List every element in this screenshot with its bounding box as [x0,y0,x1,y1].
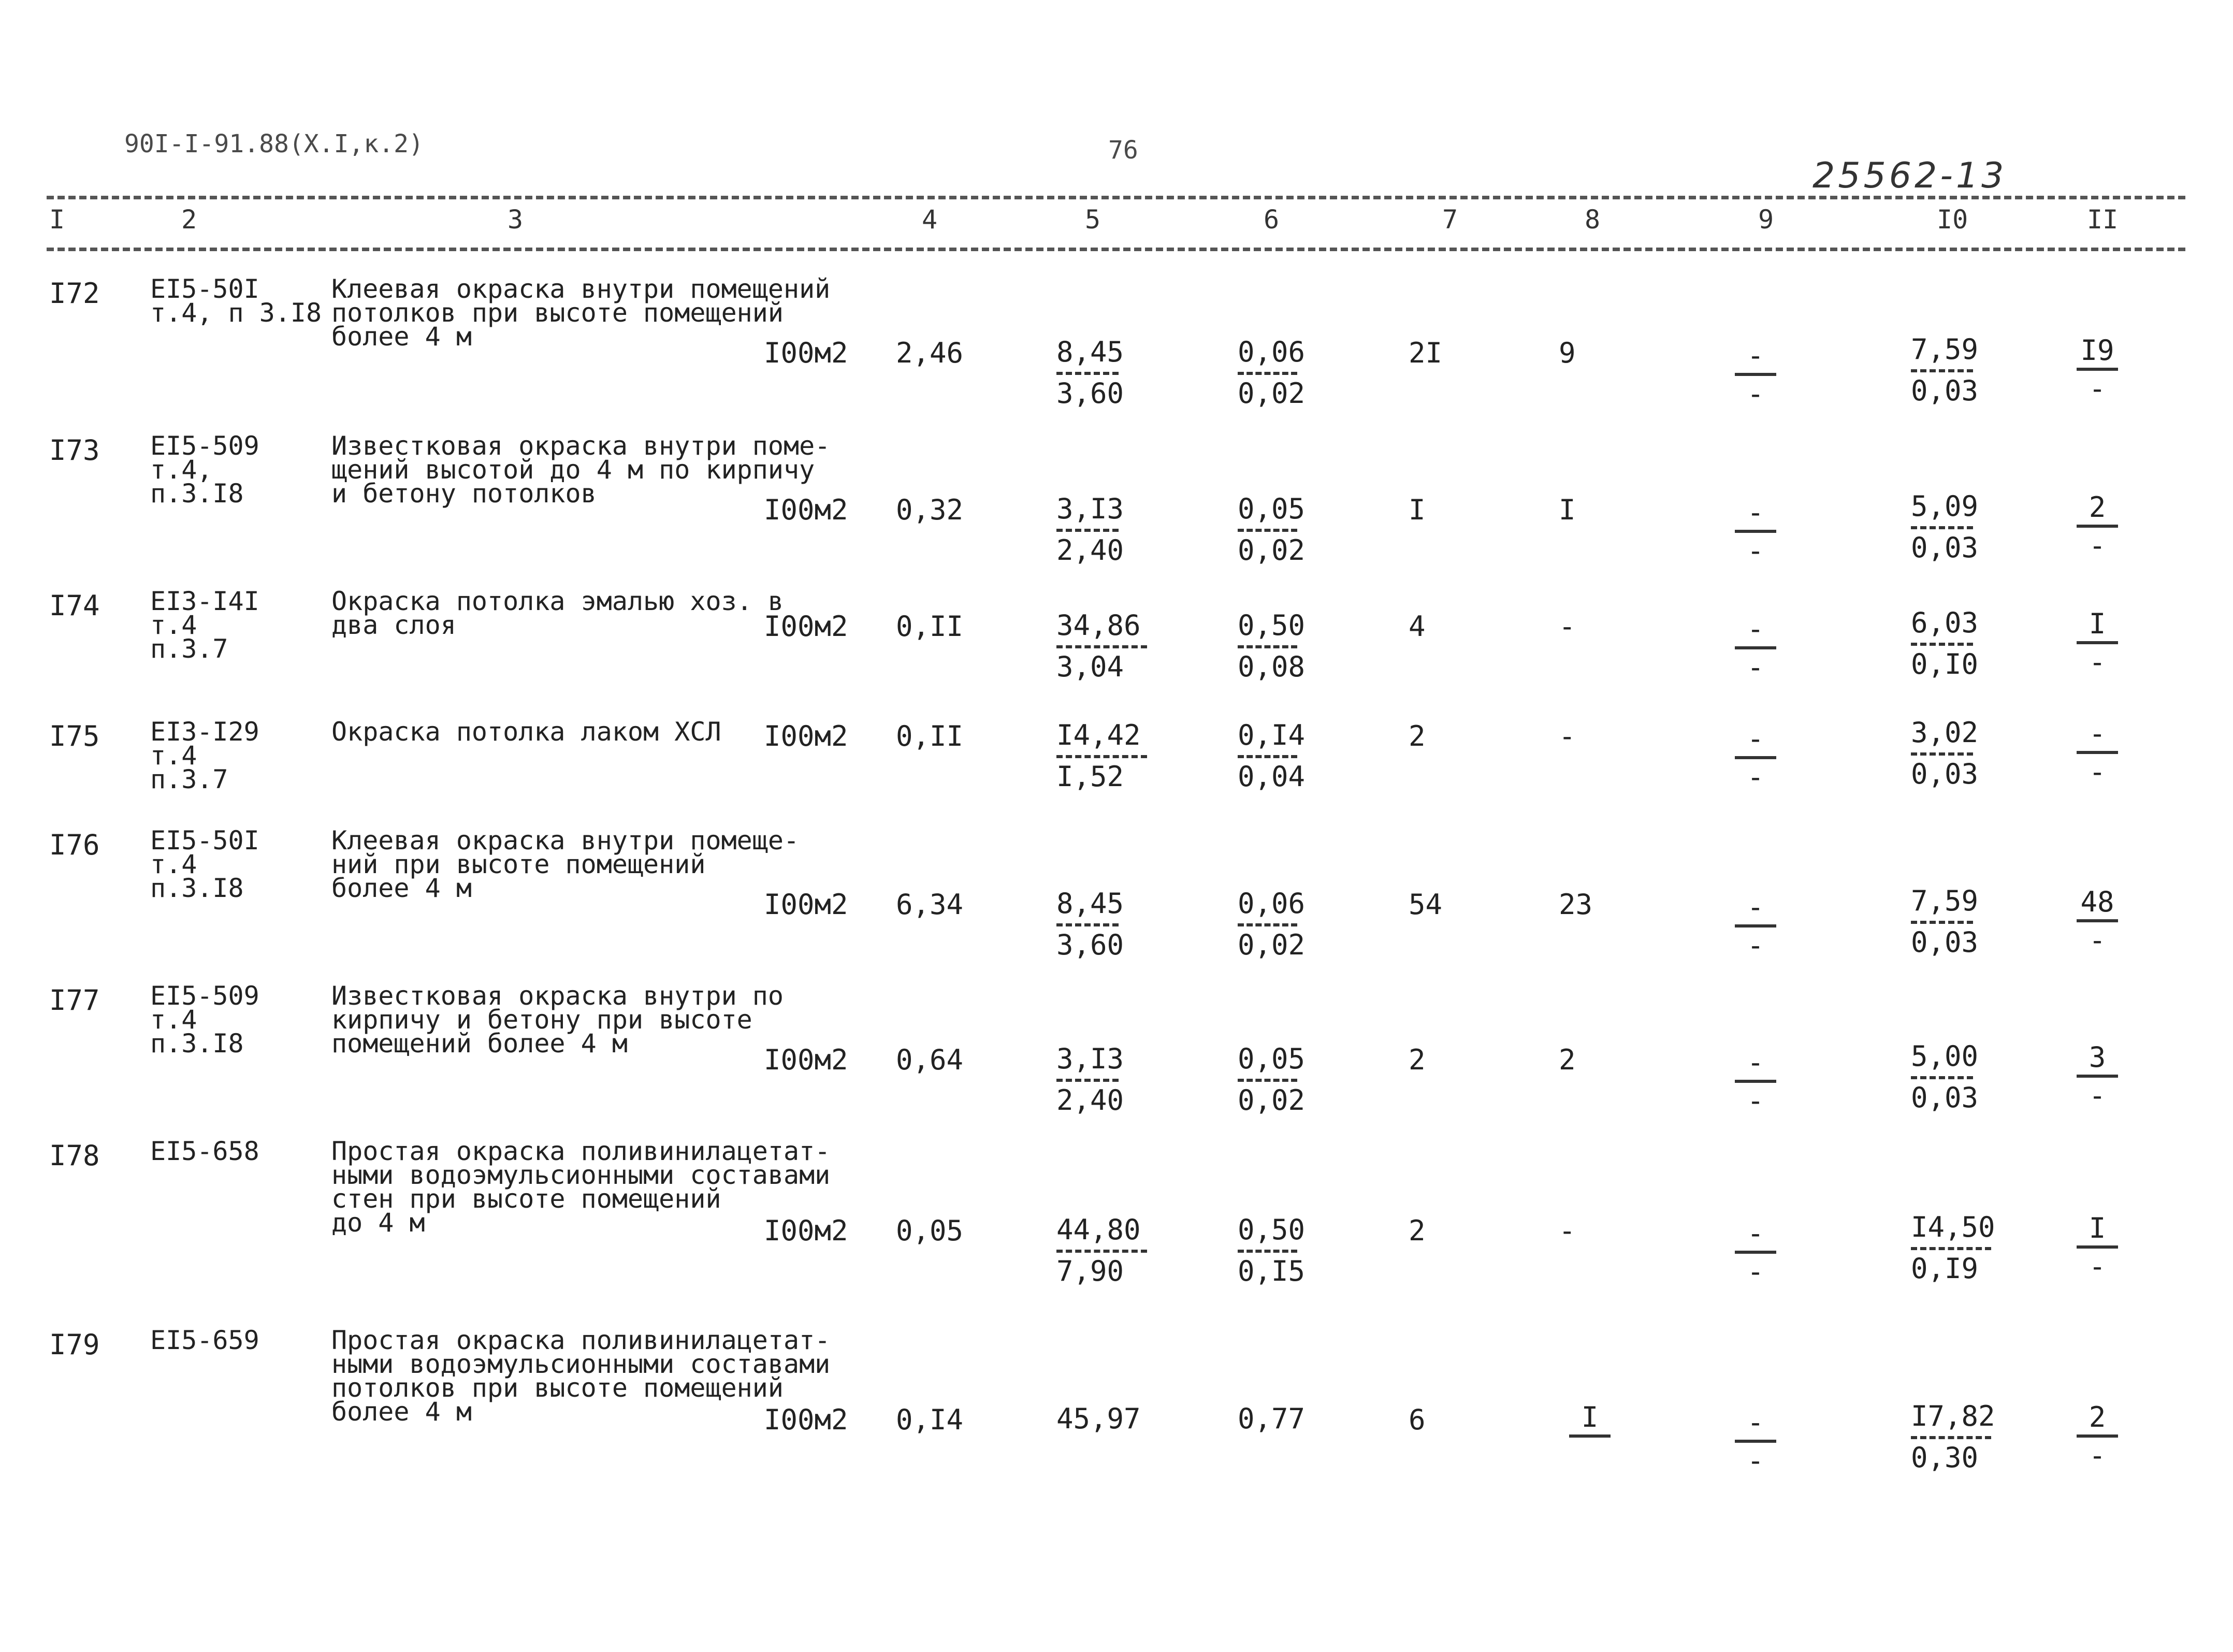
machine-labor-top: I [2089,607,2106,640]
machine-wages-bar [1735,924,1776,928]
column-number: 5 [1085,205,1101,235]
work-description-line: Известковая окраска внутри поме- [331,431,831,461]
machine-wages [1735,615,1776,682]
labor-cost-denominator: 0,03 [1911,374,1979,407]
labor-cost-numerator: I7,82 [1911,1400,1995,1432]
labor-cost-fraction-bar [1911,1436,1991,1439]
machine-wages-bottom: - [1747,1444,1764,1477]
machine-wages-bottom: - [1747,651,1764,684]
norm-code-line: EI5-659 [150,1325,259,1355]
unit-cost-fraction-bar [1056,529,1119,532]
machine-wages-bottom: - [1747,761,1764,793]
unit-cost [1056,888,1124,961]
machine-cost [1238,610,1305,683]
total-cost: 4 [1409,610,1426,643]
machine-cost [1238,494,1305,566]
machine-wages-top: - [1747,613,1764,645]
labor-cost-fraction-bar [1911,369,1973,372]
column-number: 4 [922,205,938,235]
unit-cost [1056,1214,1147,1287]
machine-cost-denominator: 0,02 [1238,377,1306,410]
total-cost: 54 [1409,888,1443,921]
unit-cost-numerator: I4,42 [1056,719,1141,751]
work-description-line: потолков при высоте помещений [331,1373,784,1403]
unit-cost [1056,337,1124,409]
work-description-line: Простая окраска поливинилацетат- [331,1136,831,1166]
labor-cost [1911,1041,1978,1113]
unit: I00м2 [764,337,848,369]
unit-cost-denominator: 2,40 [1056,1084,1124,1117]
machine-cost-denominator: 0,08 [1238,650,1306,683]
norm-code-line: т.4 [150,849,197,879]
unit-cost-denominator: 3,60 [1056,929,1124,961]
machine-labor-bar [2077,919,2118,922]
machine-wages-top: - [1747,1217,1764,1250]
unit: I00м2 [764,610,848,643]
machine-cost-fraction-bar [1238,1079,1297,1082]
machine-labor-bottom: - [2089,646,2106,678]
work-description-line: более 4 м [331,322,472,352]
norm-code-line: п.3.I8 [150,873,244,903]
machine-labor-top: 3 [2089,1041,2106,1074]
unit-cost-denominator: 7,90 [1056,1255,1124,1287]
machine-wages-top: - [1747,1406,1764,1439]
machine-cost-fraction-bar [1238,1250,1297,1253]
norm-code-line: т.4, п 3.I8 [150,298,322,328]
unit-cost-numerator: 34,86 [1056,609,1141,642]
machine-cost [1238,888,1305,961]
machine-labor-bar [2077,1434,2118,1438]
machine-cost-denominator: 0,04 [1238,760,1306,793]
labor-cost-numerator: 7,59 [1911,333,1979,366]
unit-cost-numerator: 44,80 [1056,1213,1141,1246]
work-description-line: более 4 м [331,873,472,903]
row-number: I77 [49,984,100,1017]
unit: I00м2 [764,494,848,526]
machine-wages-bar [1735,1440,1776,1443]
work-description-line: Клеевая окраска внутри помещений [331,274,831,304]
norm-code-line: т.4 [150,610,197,640]
labor-cost [1911,334,1978,407]
machine-wages-top: - [1747,722,1764,755]
unit-cost-fraction-bar [1056,923,1119,926]
machine-cost-numerator: 0,05 [1238,1042,1306,1075]
work-description-line: Окраска потолка эмалью хоз. в [331,586,784,616]
machine-cost-numerator: 0,06 [1238,887,1306,920]
norm-code [150,431,259,509]
wages-total: - [1559,720,1576,752]
machine-cost-fraction-bar [1238,923,1297,926]
machine-labor-bar [2077,525,2118,528]
labor-cost-fraction-bar [1911,1076,1973,1079]
row-number: I73 [49,434,100,467]
labor-cost-numerator: 5,00 [1911,1040,1979,1073]
machine-labor-bar [2077,1075,2118,1078]
quantity: 0,II [896,610,964,643]
labor-cost-numerator: 5,09 [1911,490,1979,523]
norm-code-line: т.4 [150,1005,197,1035]
quantity: 6,34 [896,888,964,921]
unit-cost-denominator: 3,04 [1056,650,1124,683]
machine-wages [1735,1217,1776,1288]
work-description [331,586,784,640]
norm-code-line: EI5-509 [150,431,259,461]
wages-total [1569,1403,1611,1442]
labor-cost-numerator: 6,03 [1911,606,1979,639]
machine-labor-bottom: - [2089,1439,2106,1472]
unit-cost-fraction-bar [1056,1250,1147,1253]
machine-cost-fraction-bar [1238,645,1297,648]
column-number: I0 [1937,205,1968,235]
machine-cost-denominator: 0,02 [1238,929,1306,961]
labor-cost-fraction-bar [1911,921,1973,924]
machine-labor [2077,717,2118,788]
unit: I00м2 [764,1214,848,1247]
column-number: 8 [1585,205,1601,235]
machine-wages-top: - [1747,891,1764,923]
wages-total: 9 [1559,337,1576,369]
work-description-line: Клеевая окраска внутри помеще- [331,825,800,856]
machine-cost-fraction-bar [1238,529,1297,532]
row-number: I79 [49,1328,100,1361]
machine-cost-denominator: 0,02 [1238,534,1306,567]
machine-cost-numerator: 0,I4 [1238,719,1306,751]
unit-cost-numerator: 8,45 [1056,887,1124,920]
unit-cost-denominator: 2,40 [1056,534,1124,567]
unit-cost [1056,720,1147,792]
work-description-line: ными водоэмульсионными составами [331,1349,831,1379]
norm-code [150,586,259,664]
wages-total: - [1559,610,1576,643]
total-cost: 2 [1409,1044,1426,1076]
labor-cost-denominator: 0,03 [1911,926,1979,959]
work-description [331,1325,831,1427]
machine-wages [1735,893,1776,960]
machine-cost-fraction-bar [1238,755,1297,758]
total-cost: 2 [1409,1214,1426,1247]
machine-wages-bottom: - [1747,1255,1764,1288]
machine-labor-bar [2077,641,2118,644]
wages-total-bar [1569,1434,1611,1438]
labor-cost-fraction-bar [1911,643,1973,646]
machine-wages-top: - [1747,496,1764,529]
machine-cost-numerator: 0,05 [1238,492,1306,525]
total-cost: 6 [1409,1403,1426,1436]
labor-cost-denominator: 0,03 [1911,758,1979,790]
wages-total-value: I [1581,1401,1599,1433]
machine-cost-denominator: 0,I5 [1238,1255,1306,1287]
machine-labor-bar [2077,751,2118,754]
unit-cost [1056,1403,1141,1434]
wages-total: - [1559,1214,1576,1247]
quantity: 0,32 [896,494,964,526]
work-description [331,717,721,747]
total-cost: I [1409,494,1426,526]
work-description-line: ными водоэмульсионными составами [331,1160,831,1190]
machine-labor-bar [2077,368,2118,371]
machine-labor-top: - [2089,717,2106,750]
labor-cost-denominator: 0,I0 [1911,648,1979,680]
unit-cost [1056,1044,1124,1116]
labor-cost [1911,1212,1995,1284]
wages-total: 2 [1559,1044,1576,1076]
labor-cost [1911,717,1978,790]
labor-cost-numerator: 3,02 [1911,716,1979,749]
unit: I00м2 [764,888,848,921]
document-code: 90I-I-91.88(X.I,к.2) [124,129,424,158]
work-description-line: два слоя [331,610,456,640]
machine-wages-bottom: - [1747,534,1764,567]
quantity: 0,05 [896,1214,964,1247]
machine-labor-bar [2077,1245,2118,1249]
work-description-line: Простая окраска поливинилацетат- [331,1325,831,1355]
machine-cost [1238,337,1305,409]
row-number: I74 [49,589,100,622]
work-description-line: Известковая окраска внутри по [331,981,784,1011]
row-number: I75 [49,720,100,752]
column-number: II [2087,205,2119,235]
norm-code-line: EI3-I29 [150,717,259,747]
work-description-line: ний при высоте помещений [331,849,706,879]
norm-code-line: EI5-658 [150,1136,259,1166]
work-description-line: более 4 м [331,1397,472,1427]
labor-cost [1911,491,1978,563]
wages-total: I [1559,494,1576,526]
work-description [331,825,800,903]
work-description [331,431,831,509]
unit-cost-denominator: I,52 [1056,760,1124,793]
machine-labor-bottom: - [2089,756,2106,788]
quantity: 0,I4 [896,1403,964,1436]
machine-labor [2077,334,2118,405]
unit-cost [1056,494,1124,566]
total-cost: 2I [1409,337,1443,369]
machine-cost-numerator: 0,50 [1238,1213,1306,1246]
unit: I00м2 [764,1044,848,1076]
norm-code [150,717,259,794]
labor-cost-numerator: I4,50 [1911,1211,1995,1243]
labor-cost-numerator: 7,59 [1911,885,1979,917]
unit: I00м2 [764,1403,848,1436]
work-description-line: щений высотой до 4 м по кирпичу [331,455,815,485]
total-cost: 2 [1409,720,1426,752]
unit-cost-fraction-bar [1056,645,1147,648]
work-description-line: стен при высоте помещений [331,1184,721,1214]
row-number: I72 [49,277,100,310]
norm-code-line: т.4, [150,455,213,485]
column-number: 9 [1758,205,1774,235]
machine-wages-bar [1735,1251,1776,1254]
machine-labor-bottom: - [2089,1250,2106,1283]
machine-labor [2077,1214,2118,1281]
labor-cost-denominator: 0,I9 [1911,1252,1979,1285]
work-description [331,1136,831,1238]
labor-cost-denominator: 0,03 [1911,1081,1979,1114]
machine-cost [1238,1044,1305,1116]
column-number: 6 [1264,205,1280,235]
labor-cost-fraction-bar [1911,1247,1991,1250]
column-number: 7 [1442,205,1458,235]
labor-cost [1911,607,1978,680]
norm-code [150,981,259,1059]
machine-cost [1238,1214,1305,1287]
unit-cost-fraction-bar [1056,372,1119,375]
column-number: I [49,205,65,235]
labor-cost [1911,886,1978,958]
machine-wages [1735,339,1776,410]
machine-wages-bar [1735,646,1776,649]
work-description-line: Окраска потолка лаком ХСЛ [331,717,721,747]
machine-cost-fraction-bar [1238,372,1297,375]
labor-cost [1911,1401,1995,1473]
unit-cost-numerator: 45,97 [1056,1402,1141,1435]
quantity: 2,46 [896,337,964,369]
machine-labor-top: I9 [2080,334,2114,367]
machine-labor-bottom: - [2089,1079,2106,1112]
machine-cost-numerator: 0,77 [1238,1402,1306,1435]
quantity: 0,II [896,720,964,752]
norm-code [150,1136,259,1166]
labor-cost-denominator: 0,30 [1911,1441,1979,1474]
page-number: 76 [1108,136,1138,165]
unit-cost [1056,610,1147,683]
norm-code-line: EI3-I4I [150,586,259,616]
norm-code-line: EI5-50I [150,825,259,856]
archive-stamp: 25562-13 [1813,155,2007,196]
labor-cost-fraction-bar [1911,752,1973,756]
unit-cost-numerator: 8,45 [1056,336,1124,368]
work-description-line: помещений более 4 м [331,1028,628,1059]
machine-wages [1735,496,1776,567]
norm-code-line: п.3.7 [150,634,228,664]
unit-cost-fraction-bar [1056,755,1147,758]
work-description-line: и бетону потолков [331,479,597,509]
unit-cost-numerator: 3,I3 [1056,492,1124,525]
unit-cost-numerator: 3,I3 [1056,1042,1124,1075]
quantity: 0,64 [896,1044,964,1076]
norm-code-line: EI5-50I [150,274,259,304]
labor-cost-denominator: 0,03 [1911,531,1979,564]
norm-code [150,274,322,328]
row-number: I78 [49,1139,100,1172]
work-description-line: потолков при высоте помещений [331,298,784,328]
norm-code-line: п.3.I8 [150,1028,244,1059]
work-description [331,274,831,352]
machine-cost-denominator: 0,02 [1238,1084,1306,1117]
machine-wages-bar [1735,756,1776,759]
work-description [331,981,784,1059]
machine-labor-top: I [2089,1212,2106,1244]
machine-cost [1238,1403,1305,1434]
machine-cost [1238,720,1305,792]
norm-code-line: п.3.I8 [150,479,244,509]
machine-labor [2077,1403,2118,1470]
machine-cost-numerator: 0,06 [1238,336,1306,368]
machine-wages-top: - [1747,1046,1764,1079]
machine-wages-bar [1735,373,1776,376]
machine-labor-top: 2 [2089,491,2106,524]
machine-wages-bottom: - [1747,929,1764,962]
unit-cost-fraction-bar [1056,1079,1119,1082]
machine-wages [1735,1046,1776,1117]
norm-code-line: п.3.7 [150,764,228,794]
column-number: 2 [181,205,197,235]
norm-code-line: EI5-509 [150,981,259,1011]
work-description-line: кирпичу и бетону при высоте [331,1005,752,1035]
machine-labor [2077,886,2118,957]
machine-wages-top: - [1747,339,1764,372]
machine-wages-bottom: - [1747,1084,1764,1117]
wages-total: 23 [1559,888,1593,921]
work-description-line: до 4 м [331,1208,425,1238]
machine-labor [2077,607,2118,678]
machine-labor [2077,491,2118,562]
column-number: 3 [508,205,524,235]
norm-code-line: т.4 [150,741,197,771]
norm-code [150,1325,259,1355]
header-bottom-rule [47,248,2185,251]
header-top-rule [47,196,2185,199]
norm-code [150,825,259,903]
machine-labor-bottom: - [2089,529,2106,562]
machine-labor-bottom: - [2089,924,2106,957]
row-number: I76 [49,829,100,861]
machine-labor [2077,1041,2118,1112]
machine-labor-top: 48 [2080,886,2114,918]
machine-wages [1735,722,1776,793]
machine-labor-bottom: - [2089,372,2106,405]
unit-cost-denominator: 3,60 [1056,377,1124,410]
machine-labor-top: 2 [2089,1401,2106,1433]
machine-wages-bar [1735,1080,1776,1083]
labor-cost-fraction-bar [1911,526,1973,529]
machine-wages-bottom: - [1747,378,1764,410]
machine-wages [1735,1406,1776,1477]
unit: I00м2 [764,720,848,752]
machine-cost-numerator: 0,50 [1238,609,1306,642]
machine-wages-bar [1735,530,1776,533]
